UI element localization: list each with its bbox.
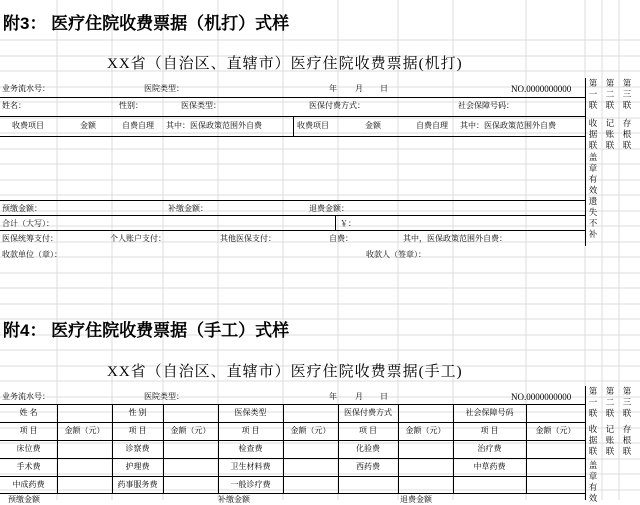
copy1-label-2: 第一联 [588, 386, 598, 418]
fee-item: 一般诊疗费 [230, 480, 271, 489]
total-yen-label: ￥： [340, 219, 356, 228]
col-amount-2: 金额 [365, 121, 381, 130]
fee-item: 护理费 [125, 462, 150, 471]
gender-label-2: 性 别 [128, 408, 147, 417]
month-label-2: 月 [355, 392, 363, 401]
col-item-2: 收费项目 [297, 121, 329, 130]
prepaid-label: 预缴金额： [2, 204, 42, 213]
fee-item: 西药费 [356, 462, 380, 471]
total-caps-label: 合计（大写）： [2, 219, 54, 228]
other-pay-label: 其他医保支付： [220, 234, 276, 243]
gender-label: 性别： [119, 101, 143, 110]
payment-method-label: 医保付费方式： [309, 101, 365, 110]
serial-label: 业务流水号： [2, 84, 50, 93]
social-no-label: 社会保障号码： [458, 101, 514, 110]
col-item-1: 收费项目 [12, 121, 44, 130]
section2-heading: 附4： 医疗住院收费票据（手工）式样 [3, 321, 290, 340]
col-selfpay-2: 自费自理 [416, 121, 448, 130]
fee-item: 中草药费 [473, 462, 506, 471]
year-label: 年 [329, 84, 337, 93]
fee-item: 手术费 [16, 462, 41, 471]
fee-item: 中成药费 [12, 480, 45, 489]
name-label: 姓名： [2, 101, 26, 110]
hdr-item-2: 项 目 [128, 426, 147, 435]
personal-pay-label: 个人账户支付： [110, 234, 166, 243]
month-label: 月 [355, 84, 363, 93]
copy1-sub: 收据联 [588, 118, 598, 150]
cut-supplement: 补缴金额 [218, 495, 250, 504]
stamp-note: 盖章有效遗失不补 [588, 152, 598, 239]
col-selfpay-1: 自费自理 [122, 121, 154, 130]
copy2-label-2: 第二联 [605, 386, 615, 418]
year-label-2: 年 [329, 392, 337, 401]
cut-prepaid: 预缴金额 [8, 495, 40, 504]
copy3-sub: 存根联 [622, 118, 632, 150]
payment-method-label-2: 医保付费方式 [344, 408, 392, 417]
insurance-type-label: 医保类型： [181, 101, 221, 110]
stamp-note-2: 盖章有效 [588, 460, 598, 503]
receipt-number-2: NO.0000000000 [511, 392, 572, 402]
cut-refund: 退费金额 [400, 495, 432, 504]
hdr-item-5: 项 目 [480, 426, 499, 435]
copy2-sub: 记账联 [605, 118, 615, 150]
copy3-label: 第三联 [622, 78, 632, 110]
day-label-2: 日 [380, 392, 388, 401]
hdr-amount-4: 金额（元） [405, 426, 446, 435]
payer-unit-label: 收款单位（章）： [2, 250, 62, 259]
hdr-amount-3: 金额（元） [290, 426, 331, 435]
copy1-label: 第一联 [588, 78, 598, 110]
refund-label: 退费金额： [309, 204, 349, 213]
day-label: 日 [380, 84, 388, 93]
self-pay-label: 自费： [329, 234, 353, 243]
fee-item: 治疗费 [477, 444, 502, 453]
col-within-2: 其中：医保政策范围外自费 [460, 121, 556, 130]
hdr-item-3: 项 目 [241, 426, 260, 435]
hospital-type-label: 医院类型： [144, 84, 184, 93]
col-within-1: 其中：医保政策范围外自费 [166, 121, 262, 130]
fee-item: 药事服务费 [117, 480, 158, 489]
section2-form-title: XX省（自治区、直辖市）医疗住院收费票据(手工) [107, 364, 463, 380]
overall-pay-label: 医保统筹支付： [2, 234, 58, 243]
fee-item: 化验费 [356, 444, 380, 453]
hdr-amount-5: 金额（元） [535, 426, 576, 435]
insurance-type-label-2: 医保类型 [234, 408, 267, 417]
serial-label-2: 业务流水号： [2, 392, 50, 401]
name-label-2: 姓 名 [19, 408, 38, 417]
col-amount-1: 金额 [80, 121, 96, 130]
copy2-sub-2: 记账联 [605, 424, 615, 456]
fee-item: 检查费 [238, 444, 263, 453]
copy3-sub-2: 存根联 [622, 424, 632, 456]
within-pay-label: 其中，医保政策范围外自费： [403, 234, 507, 243]
hdr-amount-2: 金额（元） [170, 426, 211, 435]
fee-item: 诊察费 [125, 444, 150, 453]
payee-label: 收款人（签章）： [366, 250, 426, 259]
section1-form-title: XX省（自治区、直辖市）医疗住院收费票据(机打) [107, 56, 463, 72]
social-no-label-2: 社会保障号码 [465, 408, 514, 417]
fee-item: 卫生材料费 [230, 462, 271, 471]
hdr-amount-1: 金额（元） [64, 426, 105, 435]
hospital-type-label-2: 医院类型： [144, 392, 184, 401]
copy1-sub-2: 收据联 [588, 424, 598, 456]
hdr-item-1: 项 目 [19, 426, 38, 435]
copy2-label: 第二联 [605, 78, 615, 110]
section1-heading: 附3： 医疗住院收费票据（机打）式样 [3, 14, 290, 33]
copy3-label-2: 第三联 [622, 386, 632, 418]
supplement-label: 补缴金额： [168, 204, 208, 213]
hdr-item-4: 项 目 [359, 426, 377, 435]
receipt-number: NO.0000000000 [511, 84, 572, 94]
fee-item: 床位费 [16, 444, 41, 453]
